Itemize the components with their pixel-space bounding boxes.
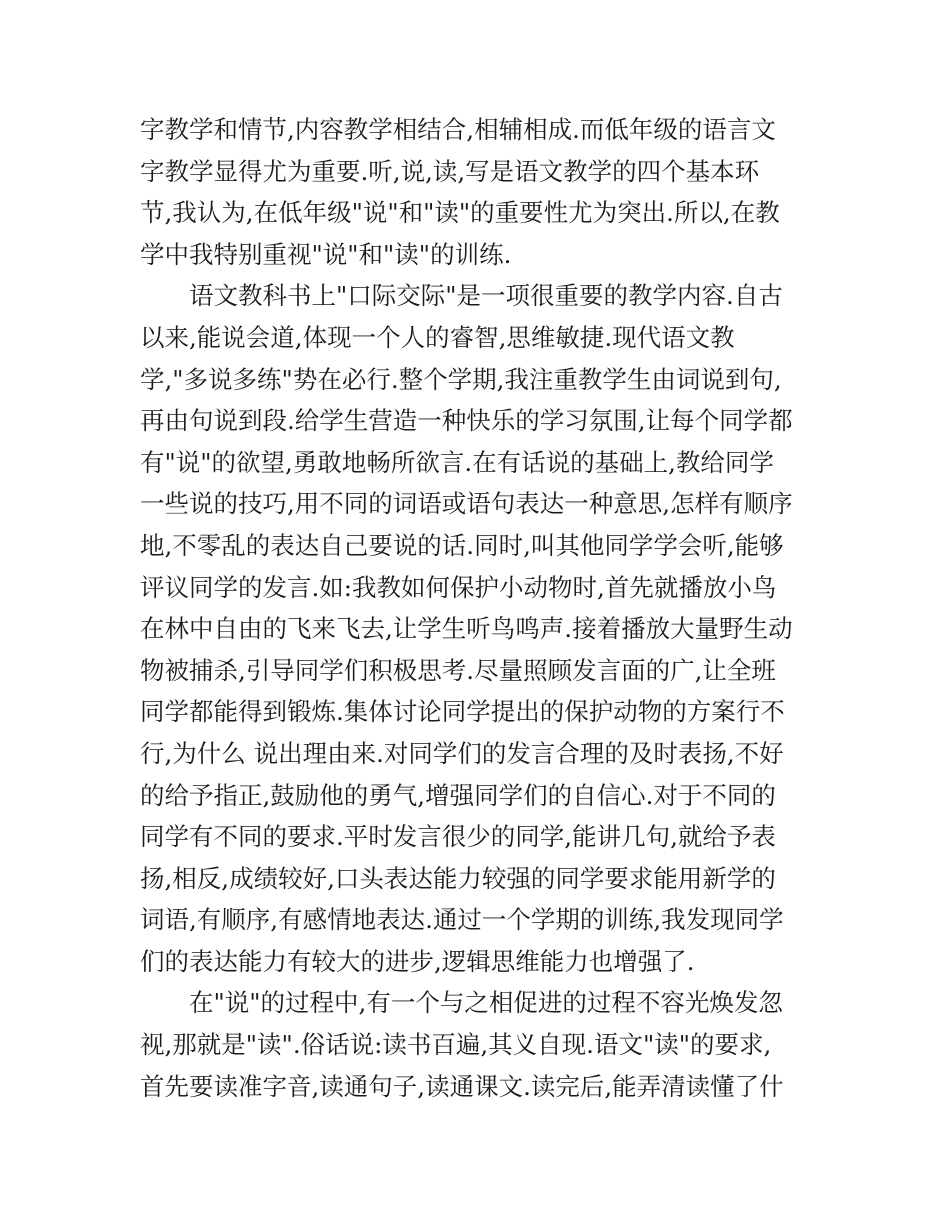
text-line: 首先要读准字音,读通句子,读通课文.读完后,能弄清读懂了什: [140, 1071, 784, 1101]
text-line: 在林中自由的飞来飞去,让学生听鸟鸣声.接着播放大量野生动: [140, 614, 793, 644]
text-line: 字教学和情节,内容教学相结合,相辅相成.而低年级的语言文: [140, 115, 776, 144]
text-line: 们的表达能力有较大的进步,逻辑思维能力也增强了.: [140, 946, 695, 976]
text-line: 扬,相反,成绩较好,口头表达能力较强的同学要求能用新学的: [140, 863, 776, 893]
text-line: 字教学显得尤为重要.听,说,读,写是语文教学的四个基本环: [140, 156, 760, 186]
text-line: 行,为什么 说出理由来.对同学们的发言合理的及时表扬,不好: [140, 738, 784, 768]
text-line: 再由句说到段.给学生营造一种快乐的学习氛围,让每个同学都: [140, 406, 793, 436]
text-line: 词语,有顺序,有感情地表达.通过一个学期的训练,我发现同学: [140, 905, 784, 935]
text-line: 物被捕杀,引导同学们积极思考.尽量照顾发言面的广,让全班: [140, 655, 776, 685]
text-line: 学,"多说多练"势在必行.整个学期,我注重教学生由词说到句,: [140, 364, 782, 394]
text-line: 同学都能得到锻炼.集体讨论同学提出的保护动物的方案行不: [140, 697, 785, 727]
text-line: 同学有不同的要求.平时发言很少的同学,能讲几句,就给予表: [140, 822, 776, 852]
text-line: 节,我认为,在低年级"说"和"读"的重要性尤为突出.所以,在教: [140, 198, 780, 228]
text-line: 学中我特别重视"说"和"读"的训练.: [140, 239, 512, 269]
paragraph-first-line: 在"说"的过程中,有一个与之相促进的过程不容光焕发忽: [189, 988, 783, 1018]
text-line: 一些说的技巧,用不同的词语或语句表达一种意思,怎样有顺序: [140, 489, 793, 519]
text-line: 以来,能说会道,体现一个人的睿智,思维敏捷.现代语文教: [140, 322, 735, 352]
document-body: [140, 109, 820, 1107]
text-line: 视,那就是"读".俗话说:读书百遍,其义自现.语文"读"的要求,: [140, 1030, 772, 1060]
text-line: 评议同学的发言.如:我教如何保护小动物时,首先就播放小鸟: [140, 572, 777, 602]
paragraph-first-line: 语文教科书上"口际交际"是一项很重要的教学内容.自古: [189, 281, 783, 311]
text-line: 的给予指正,鼓励他的勇气,增强同学们的自信心.对于不同的: [140, 780, 776, 810]
text-line: 有"说"的欲望,勇敢地畅所欲言.在有话说的基础上,教给同学: [140, 447, 774, 477]
text-line: 地,不零乱的表达自己要说的话.同时,叫其他同学学会听,能够: [140, 530, 784, 560]
